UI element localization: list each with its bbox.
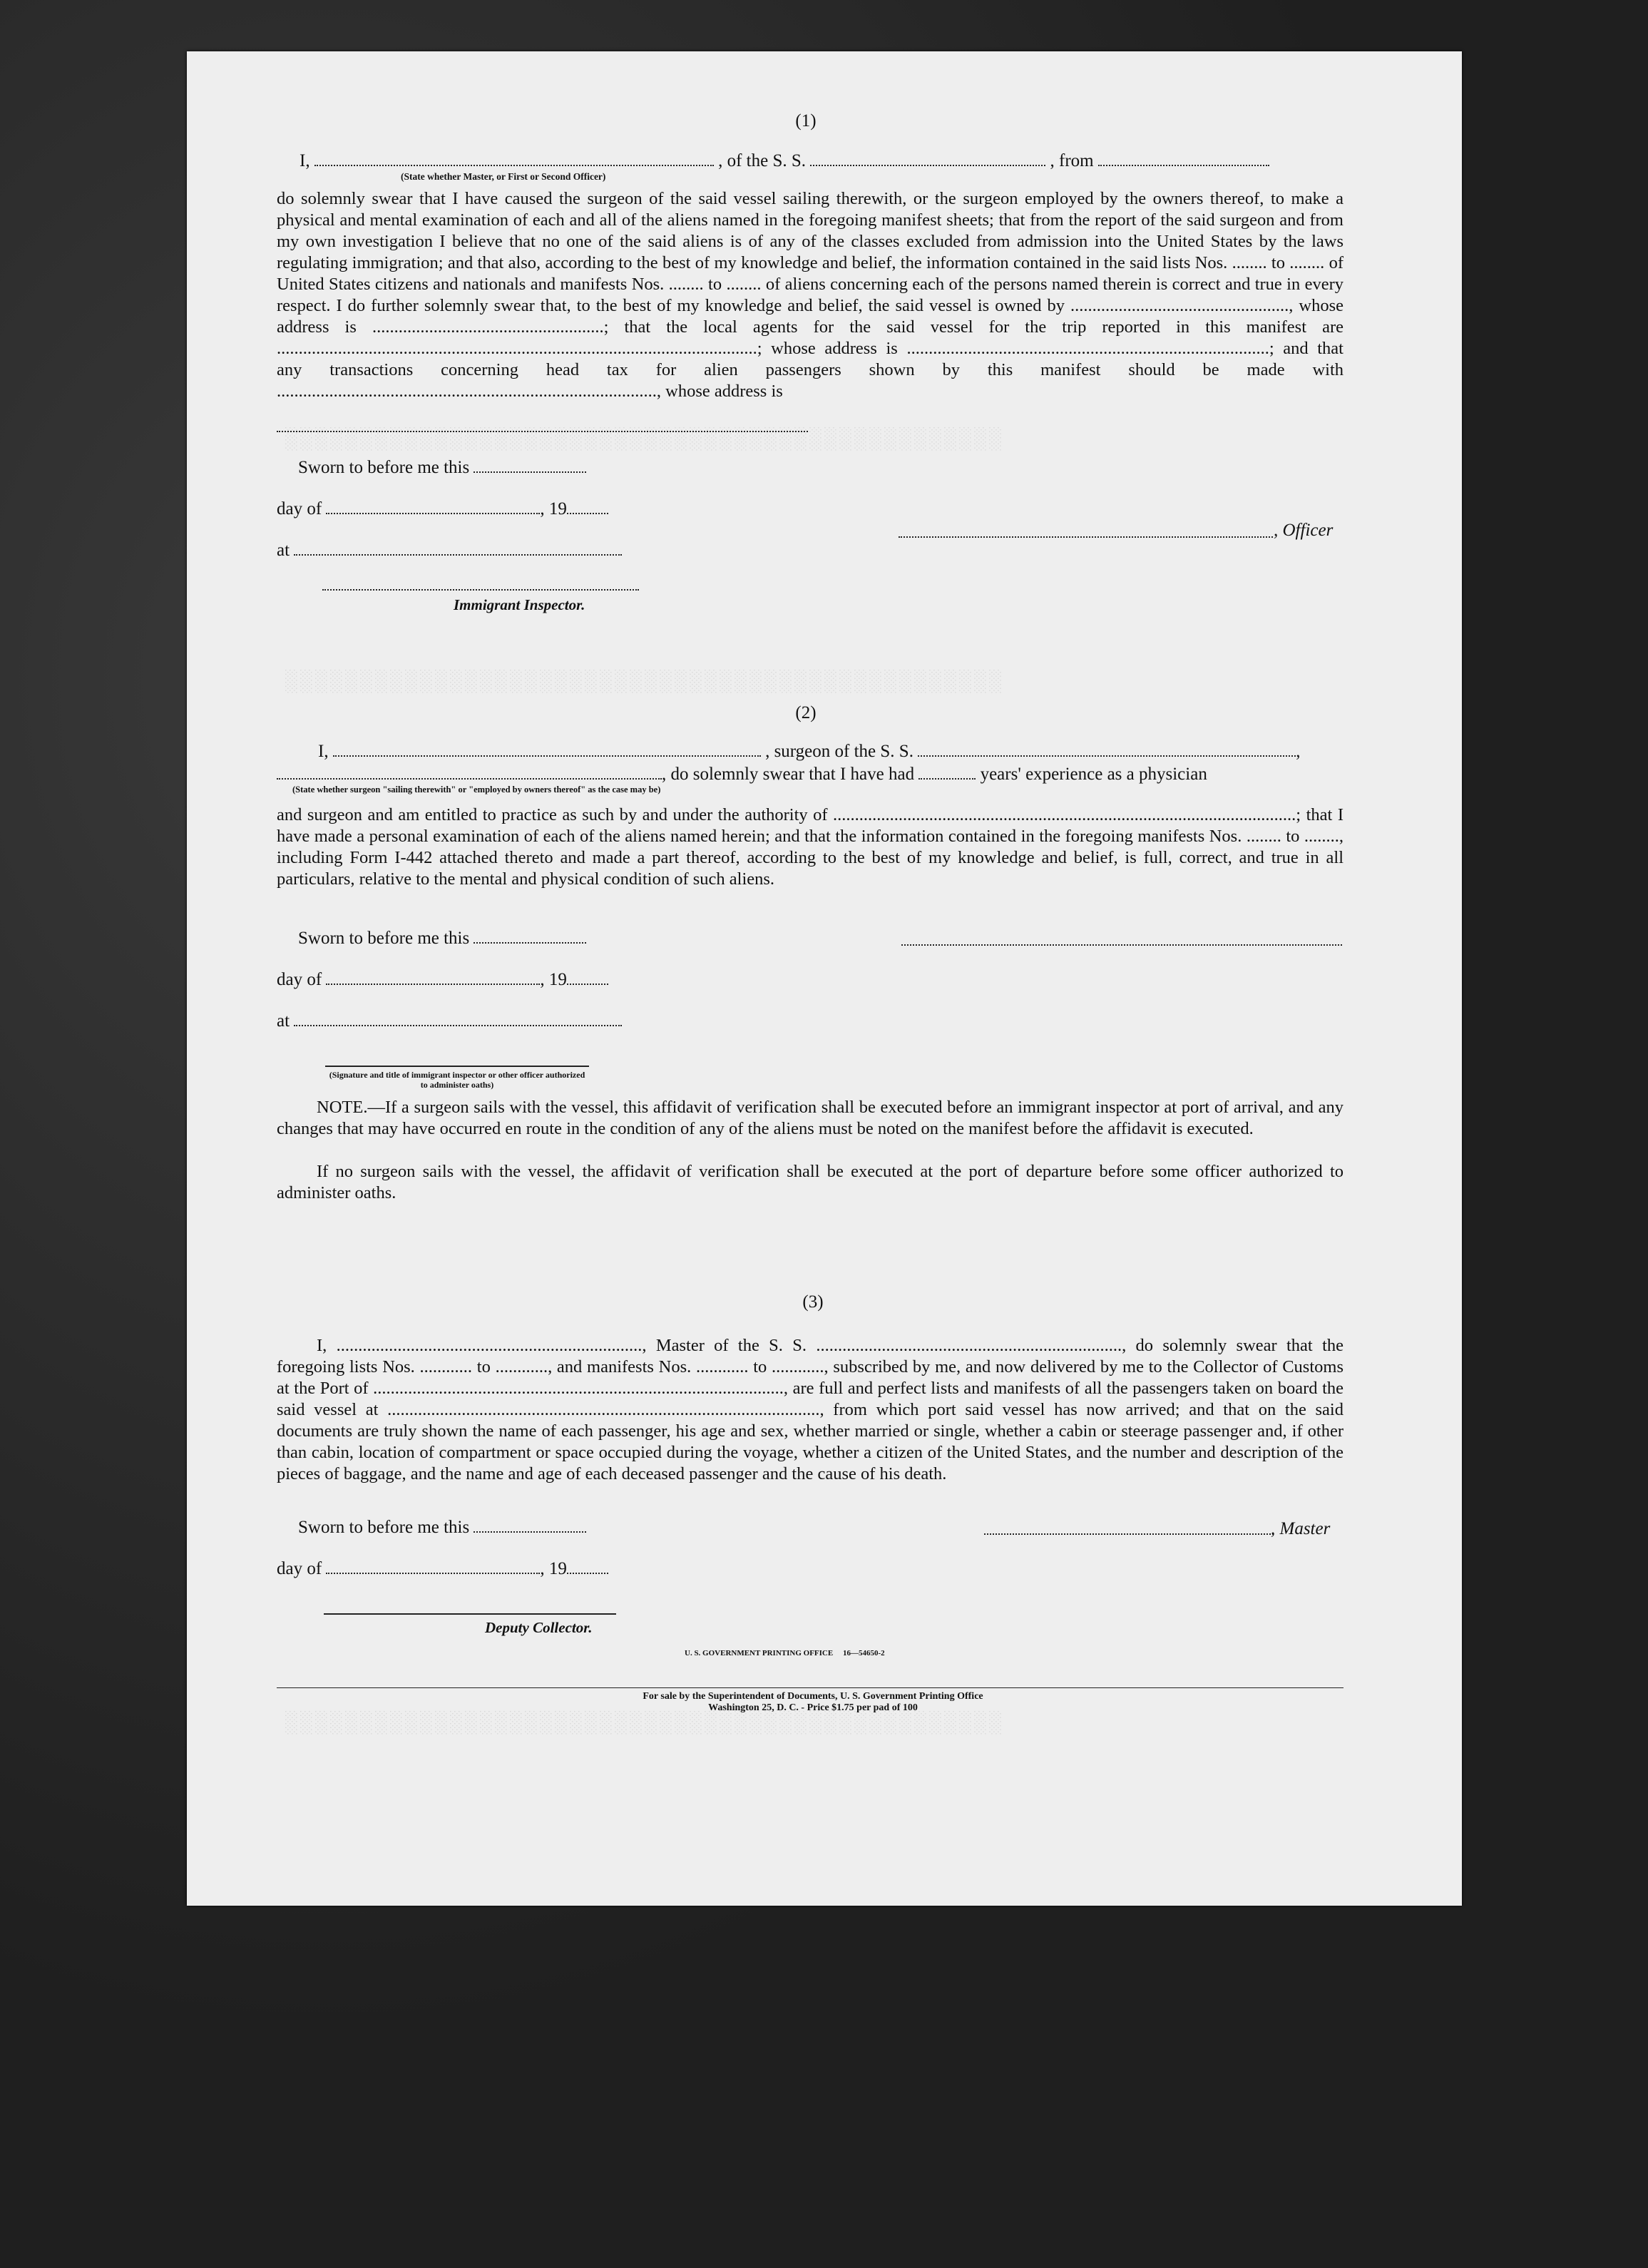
month-field[interactable] xyxy=(326,500,540,514)
officer-name-field[interactable] xyxy=(314,152,714,166)
inspector-label: Immigrant Inspector. xyxy=(454,596,585,613)
sworn-line-1 xyxy=(298,458,586,478)
day-of-label: day of xyxy=(277,970,322,989)
surgeon-of-label: , surgeon of the S. S. xyxy=(765,742,913,761)
section-2-body: and surgeon and am entitled to practice as such by and under the authority of ..........................................................................................................; that I have made a personal examination of each of the aliens named herein; and that the information contained in the foregoing manifests Nos. ........ to ........, including Form I-442 attached thereto and made a part thereof, according to the best of my knowledge and belief, is full, correct, and true in all particulars, relative to the mental and physical condition of such aliens. xyxy=(277,805,1344,889)
day-of-line-3 xyxy=(277,1559,608,1579)
day-of-label: day of xyxy=(277,1559,322,1578)
collector-label: Deputy Collector. xyxy=(485,1619,593,1636)
i-label: I, xyxy=(300,151,310,170)
year-label: , 19 xyxy=(540,970,567,989)
officer-signature-line[interactable] xyxy=(899,536,1273,538)
surgeon-signature-line[interactable] xyxy=(901,944,1342,946)
section-1-opening-line xyxy=(300,151,1269,171)
at-label: at xyxy=(277,1011,290,1031)
month-field[interactable] xyxy=(326,1560,540,1574)
year-label: , 19 xyxy=(540,499,567,519)
day-of-line-2 xyxy=(277,970,608,990)
section-2-number: (2) xyxy=(795,703,817,722)
sale-line-1: For sale by the Superintendent of Documents, U. S. Government Printing Office xyxy=(643,1691,983,1702)
experience-label: years' experience as a physician xyxy=(980,765,1207,784)
section-1-number: (1) xyxy=(795,111,817,131)
footer-rule xyxy=(277,1687,1344,1688)
port-from-field[interactable] xyxy=(1098,152,1269,166)
section-3-body: I, ......................................................................, Master of the S. S. ......................................................................, do solemnly swear that the foregoing lists Nos. ............ to ............, and manifests Nos. ............ to ............, subscribed by me, and now delivered by me to the Collector of Customs at the Port of .............................................................................................., are full and perfect lists and manifests of all the passengers taken on board the said vessel at ..................................................................................................., from which port said vessel has now arrived; and that on the said documents are truly shown the name of each passenger, his age and sex, whether married or single, whether a cabin or steerage passenger and, if other than cabin, location of compartment or space occupied during the voyage, whether a citizen of the United States, and the number and description of the pieces of baggage, and the name and age of each deceased passenger and the cause of his death. xyxy=(277,1336,1344,1483)
note-paragraph-1: NOTE.—If a surgeon sails with the vessel, this affidavit of verification shall be executed before an immigrant inspector at port of arrival, and any changes that may have occurred en route in the condition of any of the aliens must be noted on the manifest before the affidavit is executed. xyxy=(277,1098,1344,1138)
from-label: , from xyxy=(1050,151,1094,170)
section-1-body: do solemnly swear that I have caused the surgeon of the said vessel sailing therewith, or the surgeon employed by the owners thereof, to make a physical and mental examination of each and all of the aliens named in the foregoing manifest sheets; that from the report of the said surgeon and from my own investigation I believe that no one of the said aliens is of any of the classes excluded from admission into the United States by the laws regulating immigration; and that also, according to the best of my knowledge and belief, the information contained in the said lists Nos. ........ to ........ of United States citizens and nationals and manifests Nos. ........ to ........ of aliens concerning each of the persons named therein is correct and true in every respect. I do further solemnly swear that, to the best of my knowledge and belief, the said vessel is owned by .................................................., whose address is .....................................................; that the local agents for the said vessel for the trip reported in this manifest are ..............................................................................................................; whose address is ...................................................................................; and that any transactions concerning head tax for alien passengers shown by this manifest should be made with ......................................................................................., whose address is xyxy=(277,189,1344,401)
vessel-name-field[interactable] xyxy=(810,152,1045,166)
collector-signature-line[interactable] xyxy=(324,1613,616,1615)
year-label: , 19 xyxy=(540,1559,567,1578)
sworn-label: Sworn to before me this xyxy=(298,929,470,948)
at-line-2 xyxy=(277,1011,622,1031)
sworn-day-field[interactable] xyxy=(474,1518,586,1533)
day-of-label: day of xyxy=(277,499,322,519)
signature-note: (Signature and title of immigrant inspector or other officer authorized to administer oaths) xyxy=(329,1070,585,1090)
sworn-line-2 xyxy=(298,929,586,949)
i-label: I, xyxy=(318,742,329,761)
year-field[interactable] xyxy=(567,971,608,985)
surgeon-name-field[interactable] xyxy=(333,742,761,757)
bleed-through-texture: ░░░░░░░░░░░░░░░░░░░░░░░░░░░░░░░░░░░░░░░░░░░░░░░░ xyxy=(285,428,1005,452)
year-field[interactable] xyxy=(567,500,608,514)
master-label: , Master xyxy=(1271,1519,1331,1538)
section-3-number: (3) xyxy=(802,1292,824,1312)
at-label: at xyxy=(277,541,290,560)
address-continuation-line[interactable] xyxy=(277,431,808,432)
sworn-label: Sworn to before me this xyxy=(298,1518,470,1537)
sworn-day-field[interactable] xyxy=(474,459,586,473)
section-2-opening-line: I, , surgeon of the S. S. , xyxy=(318,742,1301,761)
sworn-day-field[interactable] xyxy=(474,929,586,944)
sworn-label: Sworn to before me this xyxy=(298,458,470,477)
bleed-through-texture: ░░░░░░░░░░░░░░░░░░░░░░░░░░░░░░░░░░░░░░░░░░░░░░░░ xyxy=(285,670,1005,695)
day-of-line-1 xyxy=(277,499,608,519)
sworn-line-3 xyxy=(298,1518,586,1538)
surgeon-status-field[interactable] xyxy=(277,765,662,780)
surgeon-note: (State whether surgeon "sailing therewith" or "employed by owners thereof" as the case may be) xyxy=(292,785,661,795)
years-field[interactable] xyxy=(918,765,976,780)
bleed-through-texture: ░░░░░░░░░░░░░░░░░░░░░░░░░░░░░░░░░░░░░░░░░░░░░░░░ xyxy=(285,1712,1005,1736)
of-ss-label: , of the S. S. xyxy=(718,151,807,170)
vessel-name-field[interactable] xyxy=(918,742,1296,757)
year-field[interactable] xyxy=(567,1560,608,1574)
officer-label: , Officer xyxy=(1274,521,1334,540)
officer-note: (State whether Master, or First or Second Officer) xyxy=(401,171,606,182)
sale-line-2: Washington 25, D. C. - Price $1.75 per pad of 100 xyxy=(708,1702,918,1713)
master-signature-line[interactable] xyxy=(984,1533,1274,1535)
place-field[interactable] xyxy=(294,1012,622,1026)
at-line-1 xyxy=(277,541,622,561)
gpo-imprint: U. S. GOVERNMENT PRINTING OFFICE 16—54650-2 xyxy=(685,1649,885,1657)
place-field[interactable] xyxy=(294,541,622,556)
inspector-signature-line[interactable] xyxy=(322,589,639,591)
month-field[interactable] xyxy=(326,971,540,985)
inspector-signature-line-2[interactable] xyxy=(325,1066,589,1067)
solemnly-label: , do solemnly swear that I have had xyxy=(662,765,915,784)
section-2-second-line xyxy=(277,765,1207,785)
note-paragraph-2: If no surgeon sails with the vessel, the affidavit of verification shall be executed at the port of departure before some officer authorized to administer oaths. xyxy=(277,1162,1344,1202)
